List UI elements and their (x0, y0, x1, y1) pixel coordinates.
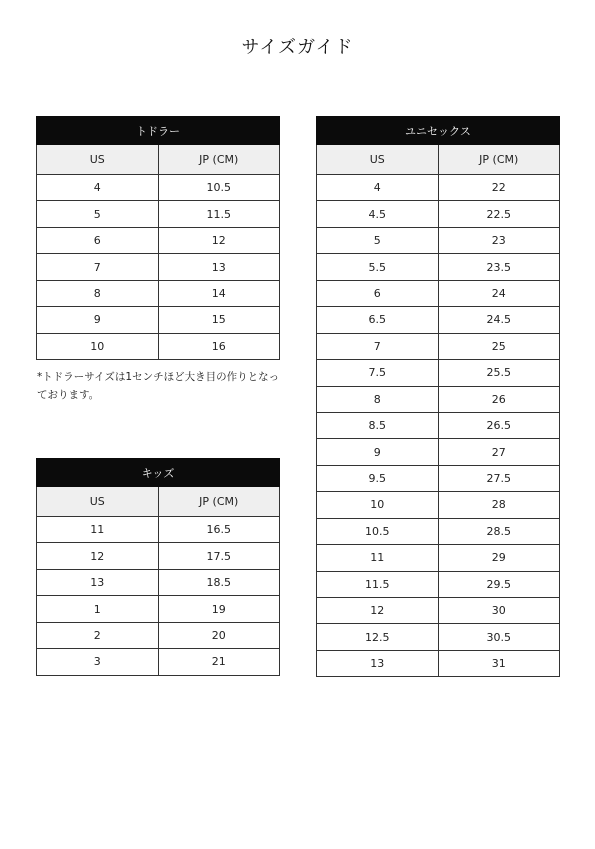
jp-size-cell: 25.5 (438, 360, 560, 386)
us-size-cell: 13 (317, 650, 439, 676)
table-row (317, 201, 560, 227)
jp-size-cell: 28 (438, 492, 560, 518)
jp-size-cell: 22 (438, 175, 560, 201)
table-row (317, 333, 560, 359)
table-row (317, 545, 560, 571)
us-size-cell: 4.5 (317, 201, 439, 227)
us-size-cell: 10 (37, 333, 159, 359)
jp-size-cell: 14 (158, 280, 280, 306)
us-size-cell: 13 (37, 569, 159, 595)
table-row (37, 622, 280, 648)
jp-size-cell: 29 (438, 545, 560, 571)
jp-column-header: JP (CM) (438, 145, 560, 175)
us-size-cell: 8 (37, 280, 159, 306)
unisex-size-table (316, 116, 560, 677)
us-size-cell: 12 (317, 598, 439, 624)
us-size-cell: 6.5 (317, 307, 439, 333)
table-row (37, 569, 280, 595)
table-row (37, 517, 280, 543)
jp-size-cell: 27.5 (438, 465, 560, 491)
us-size-cell: 10 (317, 492, 439, 518)
us-size-cell: 6 (37, 227, 159, 253)
jp-size-cell: 26.5 (438, 412, 560, 438)
table-row (317, 307, 560, 333)
us-size-cell: 5 (37, 201, 159, 227)
table-row (37, 596, 280, 622)
toddler-size-table (36, 116, 280, 360)
table-row (37, 201, 280, 227)
jp-size-cell: 30 (438, 598, 560, 624)
toddler-table-title: トドラー (37, 117, 280, 145)
jp-size-cell: 24 (438, 280, 560, 306)
us-size-cell: 9 (317, 439, 439, 465)
us-size-cell: 8.5 (317, 412, 439, 438)
us-size-cell: 4 (317, 175, 439, 201)
jp-size-cell: 31 (438, 650, 560, 676)
jp-size-cell: 19 (158, 596, 280, 622)
us-size-cell: 11.5 (317, 571, 439, 597)
jp-size-cell: 30.5 (438, 624, 560, 650)
us-size-cell: 12 (37, 543, 159, 569)
toddler-size-note: *トドラーサイズは1センチほど大き目の作りとなっております。 (37, 371, 280, 401)
jp-size-cell: 12 (158, 227, 280, 253)
jp-size-cell: 21 (158, 649, 280, 675)
us-column-header: US (37, 487, 159, 517)
jp-size-cell: 23 (438, 227, 560, 253)
jp-column-header: JP (CM) (158, 145, 280, 175)
us-size-cell: 9.5 (317, 465, 439, 491)
table-row (317, 465, 560, 491)
us-size-cell: 9 (37, 307, 159, 333)
jp-size-cell: 22.5 (438, 201, 560, 227)
table-row (37, 543, 280, 569)
page-title: サイズガイド (241, 37, 354, 58)
us-size-cell: 11 (37, 517, 159, 543)
table-row (317, 624, 560, 650)
table-row (317, 227, 560, 253)
us-size-cell: 1 (37, 596, 159, 622)
jp-size-cell: 17.5 (158, 543, 280, 569)
jp-size-cell: 11.5 (158, 201, 280, 227)
us-size-cell: 10.5 (317, 518, 439, 544)
us-size-cell: 11 (317, 545, 439, 571)
jp-size-cell: 28.5 (438, 518, 560, 544)
jp-size-cell: 25 (438, 333, 560, 359)
jp-size-cell: 16.5 (158, 517, 280, 543)
jp-size-cell: 10.5 (158, 175, 280, 201)
table-row (317, 518, 560, 544)
us-size-cell: 3 (37, 649, 159, 675)
us-size-cell: 2 (37, 622, 159, 648)
jp-size-cell: 29.5 (438, 571, 560, 597)
us-size-cell: 5.5 (317, 254, 439, 280)
kids-size-table (36, 458, 280, 676)
jp-size-cell: 18.5 (158, 569, 280, 595)
table-row (317, 650, 560, 676)
table-row (317, 360, 560, 386)
us-size-cell: 6 (317, 280, 439, 306)
us-size-cell: 4 (37, 175, 159, 201)
us-size-cell: 8 (317, 386, 439, 412)
table-row (37, 280, 280, 306)
jp-size-cell: 26 (438, 386, 560, 412)
table-row (37, 333, 280, 359)
table-row (317, 412, 560, 438)
us-size-cell: 7 (317, 333, 439, 359)
table-row (317, 254, 560, 280)
table-row (317, 280, 560, 306)
unisex-table-title: ユニセックス (317, 117, 560, 145)
us-size-cell: 5 (317, 227, 439, 253)
table-row (37, 254, 280, 280)
us-size-cell: 7.5 (317, 360, 439, 386)
table-row (37, 227, 280, 253)
jp-size-cell: 24.5 (438, 307, 560, 333)
us-column-header: US (317, 145, 439, 175)
jp-size-cell: 23.5 (438, 254, 560, 280)
table-row (37, 175, 280, 201)
table-row (37, 307, 280, 333)
jp-size-cell: 20 (158, 622, 280, 648)
kids-table-title: キッズ (37, 459, 280, 487)
jp-size-cell: 15 (158, 307, 280, 333)
table-row (317, 175, 560, 201)
table-row (37, 649, 280, 675)
table-row (317, 571, 560, 597)
table-row (317, 439, 560, 465)
us-column-header: US (37, 145, 159, 175)
table-row (317, 492, 560, 518)
jp-size-cell: 13 (158, 254, 280, 280)
jp-size-cell: 27 (438, 439, 560, 465)
table-row (317, 386, 560, 412)
jp-column-header: JP (CM) (158, 487, 280, 517)
table-row (317, 598, 560, 624)
us-size-cell: 12.5 (317, 624, 439, 650)
jp-size-cell: 16 (158, 333, 280, 359)
us-size-cell: 7 (37, 254, 159, 280)
